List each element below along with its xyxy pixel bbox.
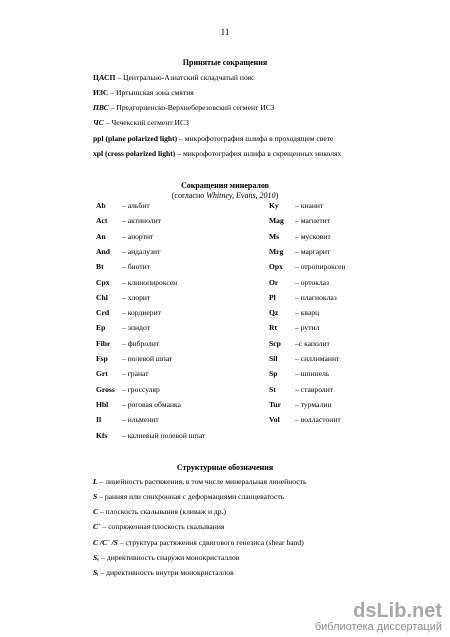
structural-text: – сопряженная плоскость скалывания: [100, 522, 225, 531]
mineral-name: – актинолит: [122, 216, 161, 226]
mineral-abbr: Vol: [269, 415, 280, 425]
abbreviation-term: ЧС: [93, 118, 104, 127]
mineral-name: – роговая обманка: [122, 399, 181, 409]
mineral-name: – кианит: [295, 201, 324, 210]
abbreviation-line: [93, 134, 333, 143]
mineral-name: – ильменит: [122, 415, 159, 425]
mineral-name: – полевой шпат: [122, 354, 173, 363]
mineral-name: – ставролит: [295, 384, 334, 394]
abbreviation-text: – Центрально-Азиатский складчатый пояс: [115, 73, 255, 82]
abbreviation-text: – Иртышская зона смятия: [108, 88, 194, 97]
mineral-abbr: And: [96, 246, 110, 256]
mineral-abbr: Ab: [96, 201, 106, 210]
abbreviation-line: [93, 118, 189, 127]
mineral-name: – кварц: [295, 308, 320, 318]
structural-line: [93, 553, 239, 562]
abbreviation-text: – Чечекский сегмент ИСЗ: [103, 118, 189, 127]
mineral-abbr: St: [269, 384, 276, 394]
structural-text: – плоскость скалывания (кливаж и др.): [98, 507, 226, 516]
mineral-abbr: Opx: [269, 262, 283, 272]
watermark-logo: dsLib.net: [353, 600, 442, 622]
structural-text: – директивность снаружи монокристаллов: [99, 553, 240, 562]
mineral-name: – эпидот: [122, 323, 150, 333]
mineral-abbr: Bt: [96, 262, 104, 272]
abbreviation-line: [93, 73, 254, 82]
structural-text: – ранняя или синхронная с деформациями сланцеватость: [97, 492, 285, 501]
abbreviation-term: xpl (cross polarized light): [93, 149, 176, 158]
mineral-name: – мусковит: [295, 231, 331, 241]
mineral-name: – турмалин: [295, 399, 332, 409]
mineral-name: –с каполит: [295, 338, 330, 348]
structural-heading: Структурные обозначения: [176, 463, 274, 472]
mineral-name: – альбит: [122, 201, 150, 210]
structural-line: [93, 477, 306, 486]
structural-text: – директивность внутри монокристаллов: [98, 568, 234, 577]
abbreviation-line: [93, 88, 194, 97]
structural-line: [93, 568, 234, 577]
mineral-name: – анортит: [122, 231, 154, 241]
mineral-name: – клинопироксен: [122, 277, 178, 287]
page-number: 11: [220, 27, 230, 37]
structural-term: S: [93, 492, 98, 501]
structural-text: – структура растяжения сдвигового генезиса (shear band): [117, 538, 304, 547]
mineral-abbr: Hbl: [96, 399, 109, 409]
mineral-name: – хлорит: [122, 292, 151, 302]
abbreviation-text: – микрофотография шлифа в проходящем свете: [177, 134, 334, 143]
structural-term: C /C` /S: [93, 538, 118, 547]
mineral-name: – рутил: [295, 323, 320, 333]
mineral-name: – магнетит: [295, 216, 331, 226]
abbreviation-line: [93, 103, 275, 112]
mineral-name: – биотит: [122, 262, 151, 272]
subtitle-reference: Whitney, Evans, 2010: [206, 191, 276, 200]
mineral-abbr: Il: [96, 415, 102, 425]
abbreviation-term: ЦАСП: [93, 73, 116, 82]
mineral-abbr: Chl: [96, 292, 108, 302]
abbreviations-heading: Принятые сокращения: [182, 58, 268, 67]
mineral-abbr: Sil: [269, 354, 278, 363]
mineral-abbr: An: [96, 231, 106, 241]
mineral-abbr: Fibr: [96, 338, 111, 348]
mineral-name: – андалузит: [122, 246, 161, 256]
structural-term: C`: [93, 522, 101, 531]
structural-line: [93, 538, 304, 547]
abbreviation-term: ИЗС: [93, 88, 109, 97]
subtitle-suffix: ): [275, 191, 279, 200]
mineral-abbr: Act: [96, 216, 108, 226]
mineral-abbr: Or: [269, 277, 279, 287]
abbreviation-term: ppl (plane polarized light): [93, 134, 178, 143]
mineral-abbr: Pl: [269, 292, 276, 302]
mineral-abbr: Kfs: [96, 430, 108, 440]
mineral-name: – ортоклаз: [295, 277, 330, 287]
mineral-abbr: Ky: [269, 201, 279, 210]
mineral-abbr: Grt: [96, 369, 108, 379]
mineral-abbr: Qz: [269, 308, 279, 318]
mineral-name: – волластонит: [295, 415, 341, 425]
mineral-abbr: Fsp: [96, 354, 108, 363]
mineral-name: – шпинель: [295, 369, 330, 379]
mineral-name: – гранат: [122, 369, 149, 379]
mineral-abbr: Ms: [269, 231, 280, 241]
abbreviation-term: ПВС: [93, 103, 109, 112]
mineral-abbr: Rt: [269, 323, 278, 333]
minerals-heading: Сокращения минералов: [180, 181, 270, 190]
mineral-name: – кордиерит: [122, 308, 161, 318]
subtitle-prefix: (согласно: [171, 191, 207, 200]
mineral-abbr: Scp: [269, 338, 281, 348]
mineral-name: – силлиманит: [295, 354, 340, 363]
mineral-abbr: Mrg: [269, 246, 284, 256]
mineral-abbr: Mag: [269, 216, 284, 226]
watermark-tagline: библиотека диссертаций: [314, 621, 442, 633]
structural-text: – линейность растяжения, в том числе минеральная линейность: [97, 477, 307, 486]
abbreviation-line: [93, 149, 341, 158]
watermark: [315, 601, 442, 633]
structural-term: C: [93, 507, 99, 516]
mineral-name: – отропироксен: [295, 262, 346, 272]
mineral-abbr: Crd: [96, 308, 110, 318]
mineral-name: – плагиоклаз: [295, 292, 337, 302]
minerals-subtitle: [0, 191, 450, 200]
structural-line: [93, 507, 226, 516]
structural-term: Sₑ: [93, 553, 100, 562]
mineral-abbr: Gross: [96, 384, 115, 394]
abbreviation-text: – микрофотография шлифа в скрещенных николях: [175, 149, 342, 158]
structural-line: [93, 522, 224, 531]
mineral-name: – калиевый полевой шпат: [122, 430, 206, 440]
mineral-abbr: Sp: [269, 369, 278, 379]
mineral-abbr: Cpx: [96, 277, 110, 287]
mineral-name: – гроссуляр: [122, 384, 160, 394]
mineral-abbr: Ep: [96, 323, 106, 333]
mineral-abbr: Tur: [269, 399, 281, 409]
mineral-name: – фибролит: [122, 338, 160, 348]
abbreviation-text: – Предгорненско-Верхнеберезовский сегмент ИСЗ: [108, 103, 275, 112]
structural-line: [93, 492, 284, 501]
structural-term: L: [93, 477, 98, 486]
structural-term: Sᵢ: [93, 568, 99, 577]
mineral-name: – маргарит: [295, 246, 331, 256]
